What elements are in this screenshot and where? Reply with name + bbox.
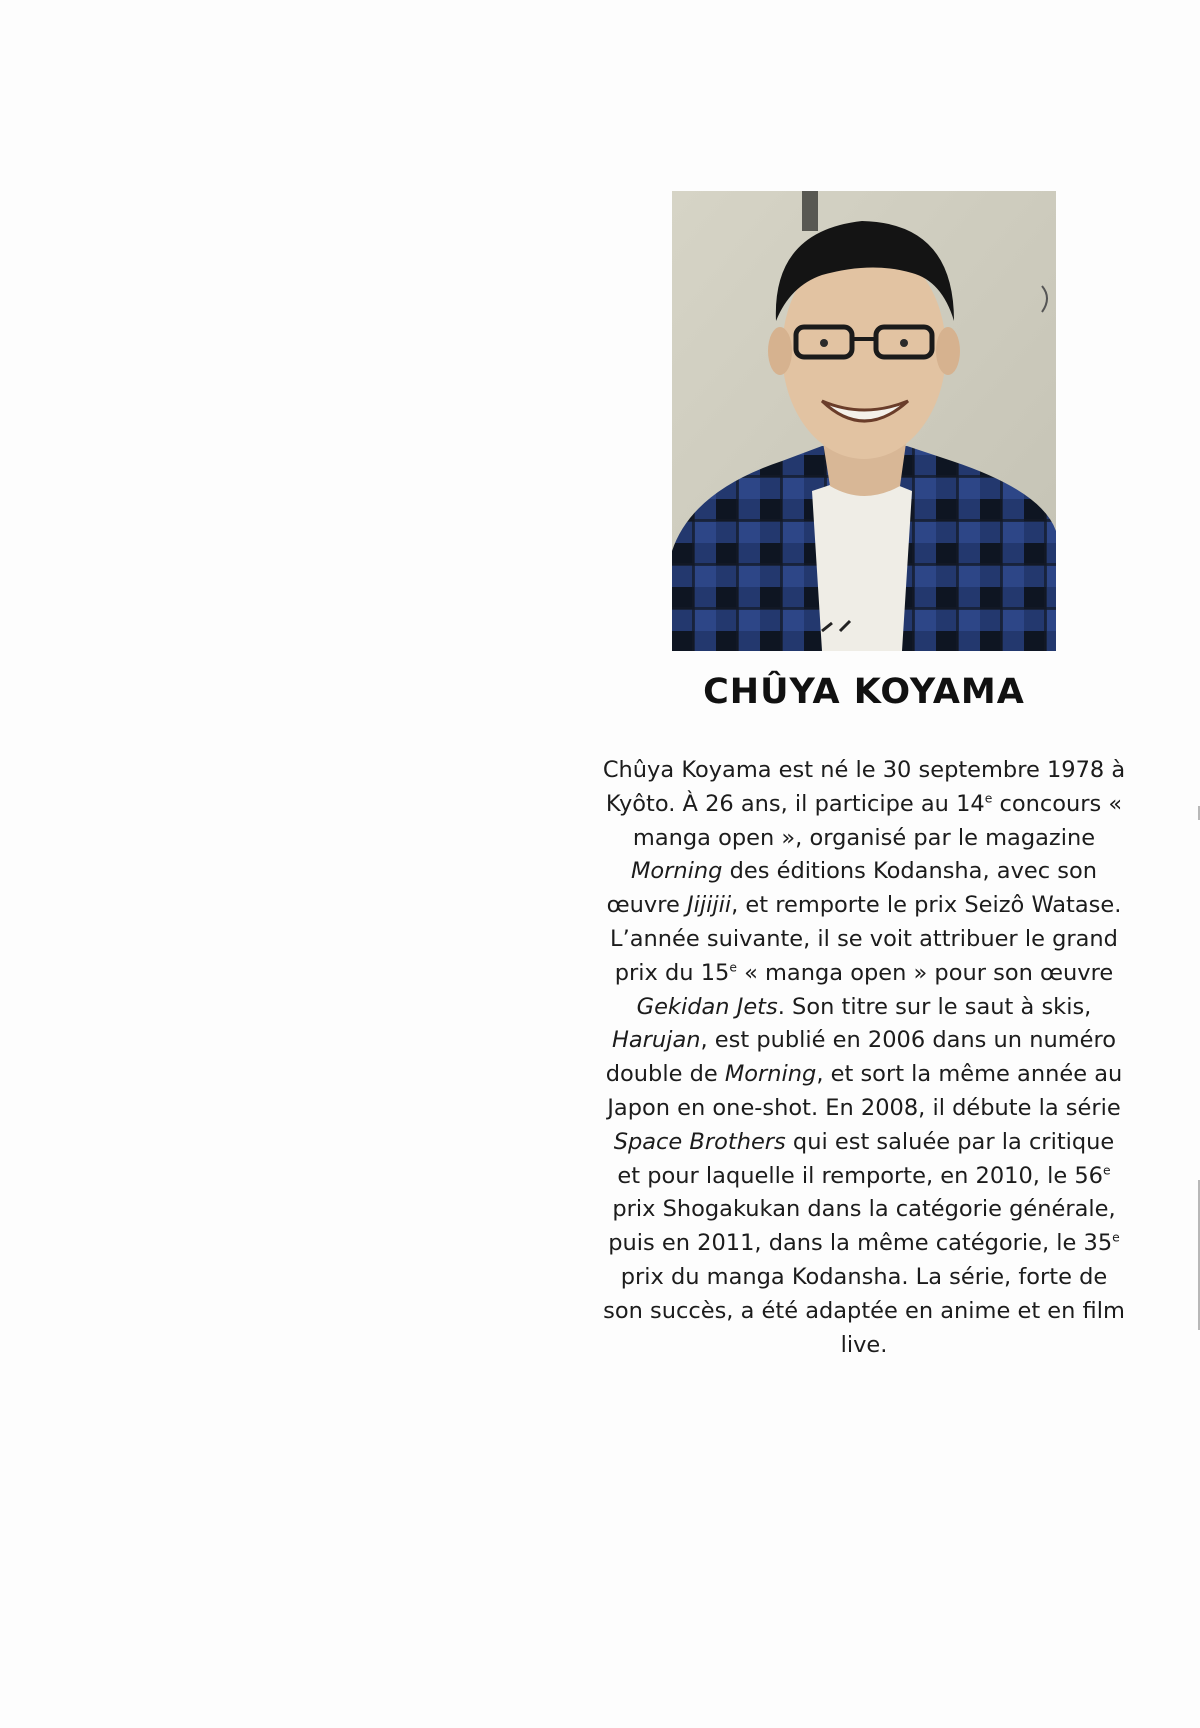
bio-text: des éditions Kodansha, avec son œuvre	[606, 858, 1097, 919]
bio-text: prix du manga Kodansha. La série, forte de son succès, a été adaptée en anime et en film live.	[603, 1263, 1125, 1358]
work-title: Morning	[630, 858, 723, 885]
work-title: Jijijii	[686, 892, 732, 919]
work-title: Space Brothers	[613, 1128, 786, 1155]
bio-text: qui est saluée par la critique et pour laquelle il remporte, en 2010, le 56	[617, 1128, 1115, 1189]
bio-text: . Son titre sur le saut à skis,	[777, 993, 1092, 1020]
author-biography	[600, 754, 1128, 1362]
work-title: Gekidan Jets	[636, 993, 778, 1020]
author-portrait-image	[672, 191, 1056, 651]
bio-text: concours « manga open », organisé par le magazine	[632, 790, 1123, 851]
bio-text: , et remporte le prix Seizô Watase. L’année suivante, il se voit attribuer le grand prix du 15	[610, 892, 1122, 986]
bio-text: , est publié en 2006 dans un numéro double de	[605, 1027, 1117, 1088]
ordinal-suffix: e	[1102, 1163, 1111, 1178]
bio-text: Chûya Koyama est né le 30 septembre 1978 à Kyôto. À 26 ans, il participe au 14	[602, 757, 1126, 817]
ordinal-suffix: e	[1112, 1230, 1120, 1245]
author-photo	[672, 191, 1056, 651]
author-name: CHÛYA KOYAMA	[703, 672, 1025, 712]
bio-text: , et sort la même année au Japon en one-shot. En 2008, il débute la série	[607, 1061, 1123, 1121]
work-title: Morning	[724, 1061, 817, 1088]
bio-text: prix Shogakukan dans la catégorie générale, puis en 2011, dans la même catégorie, le 35	[608, 1196, 1116, 1257]
bio-text: « manga open » pour son œuvre	[736, 959, 1114, 986]
ordinal-suffix: e	[729, 960, 737, 975]
work-title: Harujan	[611, 1027, 701, 1054]
ordinal-suffix: e	[984, 791, 993, 806]
